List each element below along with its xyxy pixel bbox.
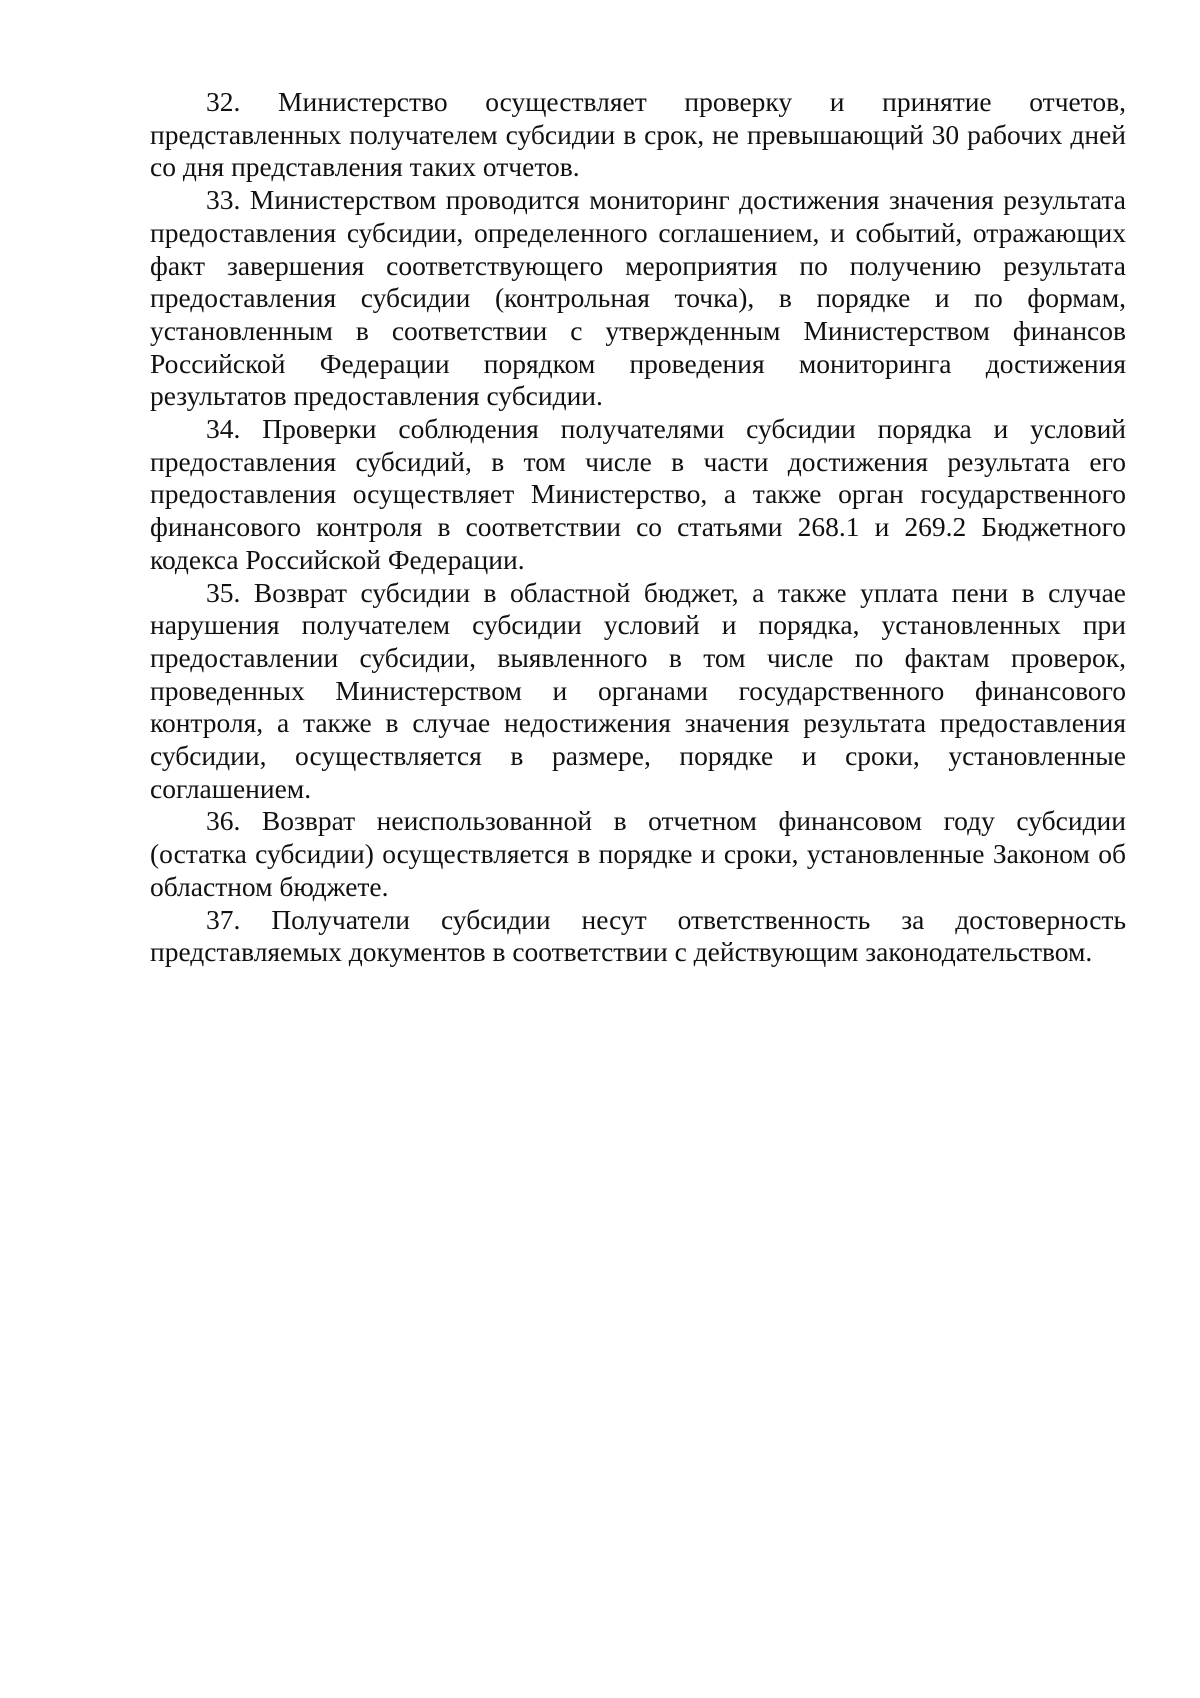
paragraph-33: 33. Министерством проводится мониторинг достижения значения результата предоставления субсидии, определенного соглашением, и событий, отражающих факт завершения соответствующего мероприятия по получению результата предоставления субсидии (контрольная точка), в порядке и по формам, установленным в соответствии с утвержденным Министерством финансов Российской Федерации порядком проведения мониторинга достижения результатов предоставления субсидии. xyxy=(150,184,1126,412)
paragraph-35: 35. Возврат субсидии в областной бюджет, а также уплата пени в случае нарушения получателем субсидии условий и порядка, установленных при предоставлении субсидии, выявленного в том числе по фактам проверок, проведенных Министерством и органами государственного финансового контроля, а также в случае недостижения значения результата предоставления субсидии, осуществляется в размере, порядке и сроки, установленные соглашением. xyxy=(150,576,1126,804)
paragraph-34: 34. Проверки соблюдения получателями субсидии порядка и условий предоставления субсидий, в том числе в части достижения результата его предоставления осуществляет Министерство, а также орган государственного финансового контроля в соответствии со статьями 268.1 и 269.2 Бюджетного кодекса Российской Федерации. xyxy=(150,413,1126,575)
document-body xyxy=(150,86,1126,969)
paragraph-36: 36. Возврат неиспользованной в отчетном финансовом году субсидии (остатка субсидии) осуществляется в порядке и сроки, установленные Законом об областном бюджете. xyxy=(150,805,1126,902)
paragraph-37: 37. Получатели субсидии несут ответственность за достоверность представляемых документов в соответствии с действующим законодательством. xyxy=(150,903,1126,968)
paragraph-32: 32. Министерство осуществляет проверку и принятие отчетов, представленных получателем субсидии в срок, не превышающий 30 рабочих дней со дня представления таких отчетов. xyxy=(150,86,1126,183)
